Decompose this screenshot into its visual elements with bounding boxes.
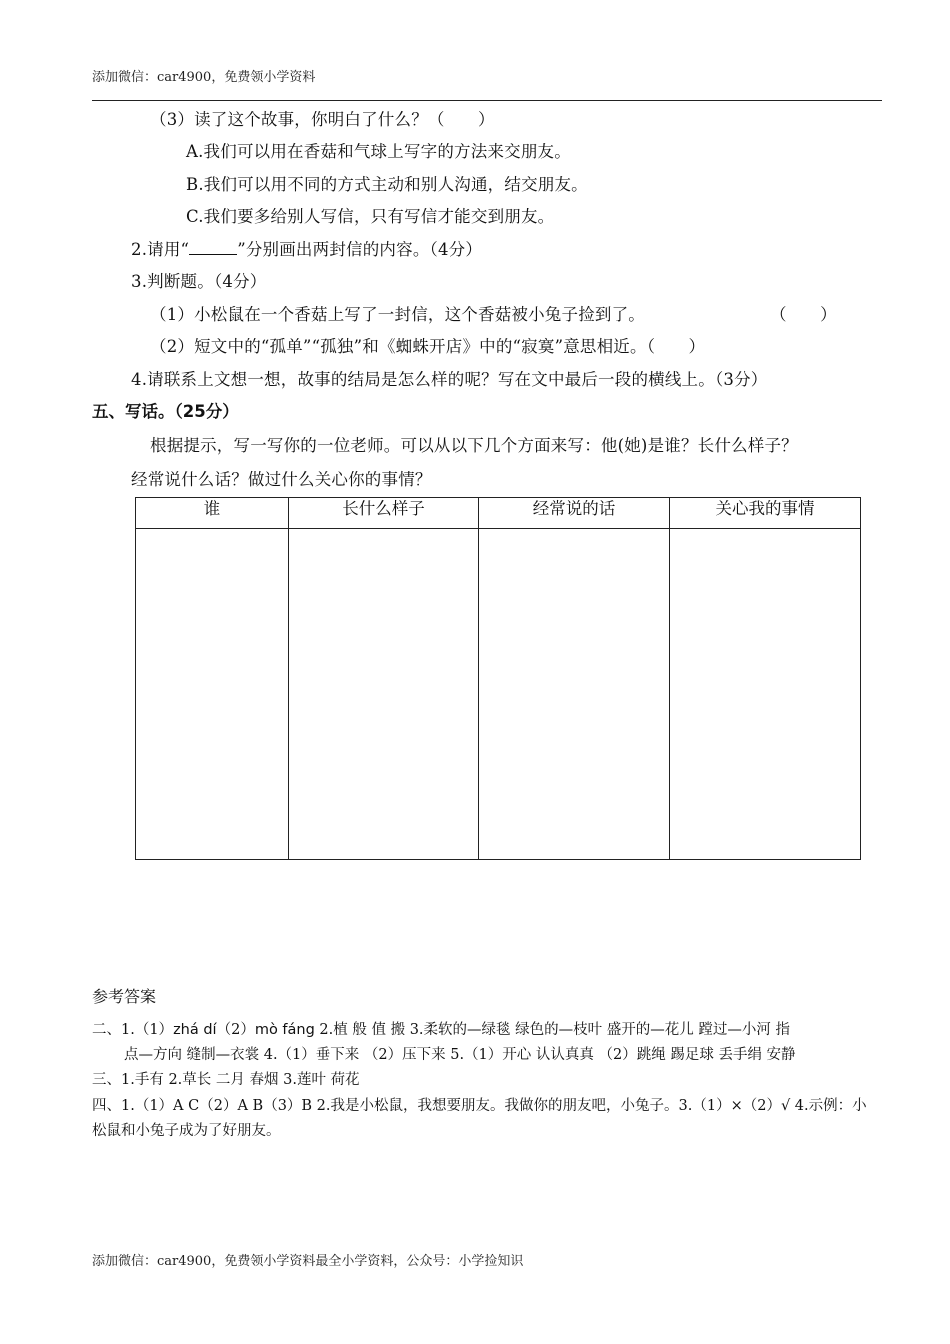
answer-line-1-b: （2） — [216, 1022, 255, 1038]
table-header-appearance: 长什么样子 — [289, 498, 479, 529]
answer-pinyin-1: zhá dí — [173, 1022, 217, 1038]
answer-pinyin-2: mò fáng — [254, 1022, 315, 1038]
table-cell-sayings[interactable] — [479, 529, 670, 860]
writing-prompt-line1: 根据提示，写一写你的一位老师。可以从以下几个方面来写：他(她)是谁？长什么样子？ — [150, 436, 798, 455]
underline-blank — [189, 240, 237, 255]
answer-line-2: 点—方向 缝制—衣裳 4.（1）垂下来 （2）压下来 5.（1）开心 认认真真 （2）跳绳 踢足球 丢手绢 安静 — [124, 1047, 796, 1063]
question-2-prefix: 2.请用“ — [131, 240, 190, 259]
table-cell-appearance[interactable] — [289, 529, 479, 860]
question-4: 4.请联系上文想一想，故事的结局是怎么样的呢？写在文中最后一段的横线上。（3分） — [131, 370, 768, 389]
table-cell-who[interactable] — [136, 529, 289, 860]
question-2 — [131, 236, 482, 260]
answer-line-1-a: 二、1.（1） — [92, 1022, 174, 1038]
answer-line-3: 三、1.手有 2.草长 二月 春烟 3.莲叶 荷花 — [92, 1072, 360, 1088]
header-rule — [92, 100, 882, 101]
writing-table — [135, 497, 861, 860]
table-row — [136, 529, 861, 860]
table-header-who: 谁 — [136, 498, 289, 529]
table-header-row — [136, 498, 861, 529]
judgement-1: （1）小松鼠在一个香菇上写了一封信，这个香菇被小兔子捡到了。 — [150, 305, 645, 324]
answers-title: 参考答案 — [92, 987, 157, 1006]
option-c: C.我们要多给别人写信，只有写信才能交到朋友。 — [186, 207, 555, 226]
answer-line-1-c: 2.植 般 值 搬 3.柔软的—绿毯 绿色的—枝叶 盛开的—花儿 蹚过—小河 指 — [314, 1022, 790, 1038]
section-5-title: 五、写话。（25分） — [92, 402, 239, 421]
question-2-suffix: ”分别画出两封信的内容。（4分） — [237, 240, 483, 259]
question-3: （3）读了这个故事，你明白了什么？（ ） — [150, 110, 495, 129]
answer-line-1 — [92, 1018, 790, 1039]
writing-prompt-line2: 经常说什么话？做过什么关心你的事情？ — [131, 470, 432, 489]
judgement-2: （2）短文中的“孤单”“孤独”和《蜘蛛开店》中的“寂寞”意思相近。（ ） — [150, 337, 706, 356]
option-a: A.我们可以用在香菇和气球上写字的方法来交朋友。 — [186, 142, 571, 161]
page-footer: 添加微信：car4900，免费领小学资料最全小学资料，公众号：小学捡知识 — [92, 1254, 524, 1269]
judgement-1-answer-paren: （ ） — [770, 305, 837, 324]
answer-line-4: 四、1.（1）A C（2）A B（3）B 2.我是小松鼠，我想要朋友。我做你的朋友吧，小兔子。3.（1）×（2）√ 4.示例：小 — [92, 1098, 867, 1114]
answer-line-5: 松鼠和小兔子成为了好朋友。 — [92, 1123, 281, 1139]
table-cell-caring[interactable] — [670, 529, 861, 860]
page-header: 添加微信：car4900，免费领小学资料 — [92, 70, 316, 85]
judgement-title: 3.判断题。（4分） — [131, 272, 267, 291]
option-b: B.我们可以用不同的方式主动和别人沟通，结交朋友。 — [186, 175, 588, 194]
table-header-caring: 关心我的事情 — [670, 498, 861, 529]
table-header-sayings: 经常说的话 — [479, 498, 670, 529]
